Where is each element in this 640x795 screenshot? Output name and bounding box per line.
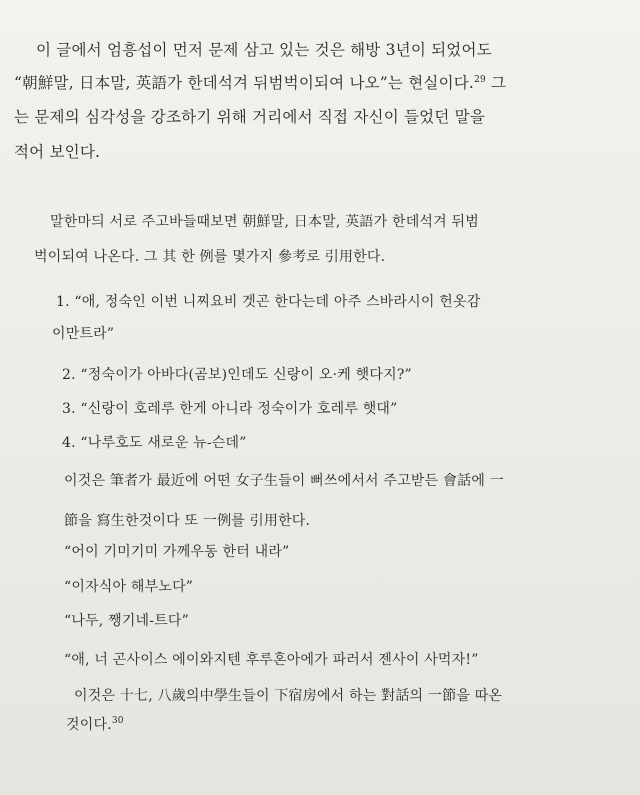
quote-item: 2. “정숙이가 아바다(곰보)인데도 신랑이 오·케 햇다지?” [62, 367, 412, 383]
quote-line: 이것은 筆者가 最近에 어떤 女子生들이 뻐쓰에서서 주고받든 會話에 一 [64, 473, 504, 489]
quote-line: 말한마듸 서로 주고바들때보면 朝鮮말, 日本말, 英語가 한데석겨 뒤범 [50, 214, 479, 230]
quote-line-text: 것이다. [66, 717, 112, 733]
quote-line: 節을 寫生한것이다 또 一例를 引用한다. [64, 513, 311, 529]
quote-line: 이것은 十七, 八歲의中學生들이 下宿房에서 하는 對話의 一節을 따온 [74, 688, 503, 704]
quote-line [66, 715, 124, 735]
body-line: 는 문제의 심각성을 강조하기 위해 거리에서 직접 자신이 들었던 말을 [14, 108, 485, 126]
body-line: 적어 보인다. [14, 143, 101, 161]
footnote-marker: 30 [111, 716, 124, 726]
footnote-marker: 29 [474, 75, 486, 85]
quote-line: 벅이되여 나온다. 그 其 한 例를 몇가지 參考로 引用한다. [34, 249, 386, 265]
body-line: 이 글에서 엄흥섭이 먼저 문제 삼고 있는 것은 해방 3년이 되었어도 [36, 41, 492, 59]
quote-item: 이만트라” [52, 326, 115, 342]
quote-item: 3. “신랑이 호레루 한게 아니라 정숙이가 호레루 햇대” [62, 401, 398, 417]
body-line-text: 그 [485, 74, 507, 92]
quote-item: 4. “나루호도 새로운 뉴-슨데” [62, 435, 247, 451]
body-line [14, 73, 506, 93]
quote-item: 1. “애, 정숙인 이번 니찌요비 겟곤 한다는데 아주 스바라시이 헌옷감 [56, 294, 481, 310]
quote-line: “이자식아 해부노다” [64, 579, 194, 595]
quote-line: “애, 너 곤사이스 에이와지텐 후루혼아에가 파러서 젠사이 사먹자!” [64, 652, 479, 668]
quote-line: “어이 기미기미 가께우동 한터 내라” [64, 544, 290, 560]
quote-line: “나두, 쨍기네-트다” [64, 613, 190, 629]
body-line-text: “朝鮮말, 日本말, 英語가 한데석겨 뒤범벅이되여 나오”는 현실이다. [14, 74, 475, 92]
